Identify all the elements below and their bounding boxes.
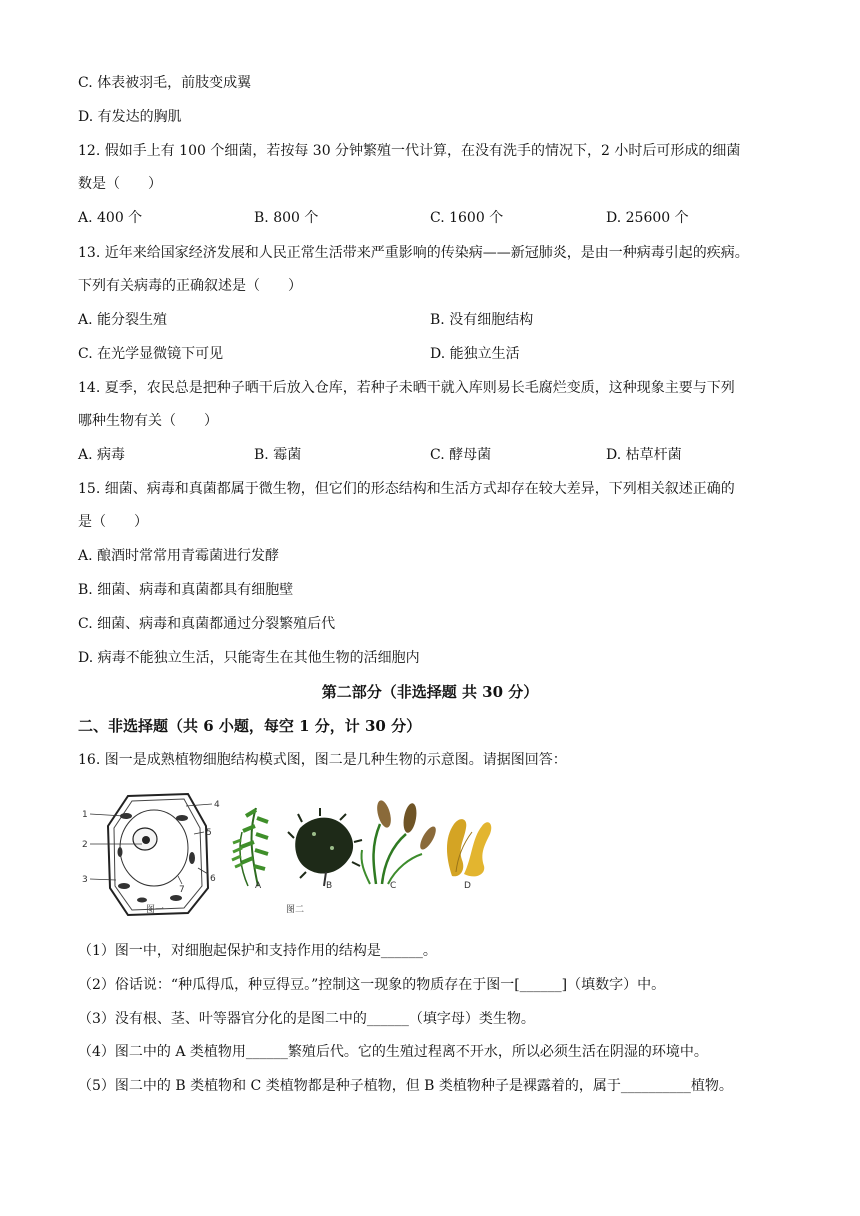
- q16-subquestion-3: （3）没有根、茎、叶等器官分化的是图二中的______（填字母）类生物。: [78, 1011, 535, 1027]
- q12-stem-line1: 12. 假如手上有 100 个细菌，若按每 30 分钟繁殖一代计算，在没有洗手的情况下，2 小时后可形成的细菌: [78, 143, 741, 159]
- organism-label-d: D: [464, 881, 471, 891]
- q15-option-b: B. 细菌、病毒和真菌都具有细胞壁: [78, 582, 294, 598]
- grass-illustration-c: [361, 799, 438, 891]
- q14-option-b: B. 霉菌: [254, 447, 302, 463]
- q16-subquestion-2: （2）俗话说：“种瓜得瓜，种豆得豆。”控制这一现象的物质存在于图一[______]（填数字）中。: [78, 977, 666, 993]
- q16-figure: [80, 788, 510, 923]
- q15-option-c: C. 细菌、病毒和真菌都通过分裂繁殖后代: [78, 616, 336, 632]
- q14-option-a: A. 病毒: [78, 447, 126, 463]
- q15-stem-line1: 15. 细菌、病毒和真菌都属于微生物，但它们的形态结构和生活方式却存在较大差异，下列相关叙述正确的: [78, 481, 735, 497]
- figure-one-caption: 图一: [146, 905, 165, 915]
- cell-label-5: 5: [206, 828, 212, 838]
- q15-option-d: D. 病毒不能独立生活，只能寄生在其他生物的活细胞内: [78, 650, 420, 666]
- q14-stem-line1: 14. 夏季，农民总是把种子晒干后放入仓库，若种子未晒干就入库则易长毛腐烂变质，这种现象主要与下列: [78, 380, 735, 396]
- q13-stem-line1: 13. 近年来给国家经济发展和人民正常生活带来严重影响的传染病——新冠肺炎，是由一种病毒引起的疾病。: [78, 245, 749, 261]
- cell-label-2: 2: [82, 840, 88, 850]
- cell-label-7: 7: [179, 885, 185, 895]
- q14-stem-line2: 哪种生物有关（ ）: [78, 413, 218, 429]
- q13-stem-line2: 下列有关病毒的正确叙述是（ ）: [78, 278, 302, 294]
- q16-subquestion-4: （4）图二中的 A 类植物用______繁殖后代。它的生殖过程离不开水，所以必须生活在阴湿的环境中。: [78, 1044, 708, 1060]
- section-two-heading: 二、非选择题（共 6 小题，每空 1 分，计 30 分）: [78, 717, 422, 735]
- q12-stem-line2: 数是（ ）: [78, 176, 162, 192]
- organism-label-c: C: [390, 881, 397, 891]
- organism-label-a: A: [255, 881, 262, 891]
- q15-option-a: A. 酿酒时常常用青霉菌进行发酵: [78, 548, 280, 564]
- cell-label-4: 4: [214, 800, 220, 810]
- q14-option-d: D. 枯草杆菌: [606, 447, 682, 463]
- cell-label-6: 6: [210, 874, 216, 884]
- q16-subquestion-5: （5）图二中的 B 类植物和 C 类植物都是种子植物，但 B 类植物种子是裸露着的，属于__________植物。: [78, 1078, 733, 1094]
- q12-option-d: D. 25600 个: [606, 210, 689, 226]
- q12-option-c: C. 1600 个: [430, 210, 504, 226]
- part-two-heading: 第二部分（非选择题 共 30 分）: [321, 683, 539, 701]
- q13-option-b: B. 没有细胞结构: [430, 312, 534, 328]
- plant-cell-diagram: [82, 794, 220, 915]
- q11-option-d: D. 有发达的胸肌: [78, 109, 182, 125]
- q11-option-c: C. 体表被羽毛，前肢变成翼: [78, 75, 252, 91]
- q15-stem-line2: 是（ ）: [78, 514, 148, 530]
- q13-option-c: C. 在光学显微镜下可见: [78, 346, 224, 362]
- q13-option-a: A. 能分裂生殖: [78, 312, 168, 328]
- q16-subquestion-1: （1）图一中，对细胞起保护和支持作用的结构是______。: [78, 943, 437, 959]
- fern-illustration-a: [232, 808, 268, 891]
- q13-option-d: D. 能独立生活: [430, 346, 520, 362]
- seaweed-illustration-d: [447, 819, 491, 891]
- cell-label-3: 3: [82, 875, 88, 885]
- q12-option-a: A. 400 个: [78, 210, 143, 226]
- q16-stem: 16. 图一是成熟植物细胞结构模式图，图二是几种生物的示意图。请据图回答：: [78, 752, 567, 768]
- q14-option-c: C. 酵母菌: [430, 447, 492, 463]
- pine-illustration-b: [288, 808, 362, 891]
- q12-option-b: B. 800 个: [254, 210, 319, 226]
- organism-label-b: B: [326, 881, 333, 891]
- cell-label-1: 1: [82, 810, 88, 820]
- figure-two-caption: 图二: [286, 905, 305, 915]
